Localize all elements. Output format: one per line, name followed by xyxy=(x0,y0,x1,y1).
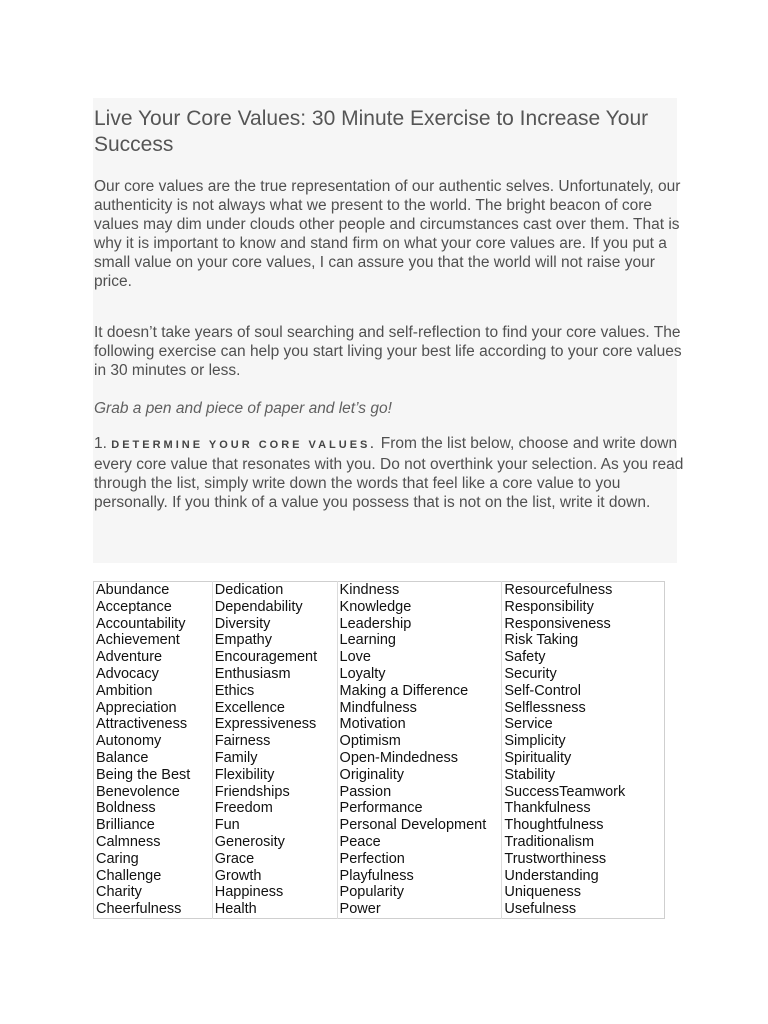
value-cell: Boldness xyxy=(94,800,213,817)
value-cell: Empathy xyxy=(212,632,337,649)
value-cell: Performance xyxy=(337,800,502,817)
table-row xyxy=(94,784,665,801)
table-row xyxy=(94,700,665,717)
value-cell: Calmness xyxy=(94,834,213,851)
value-cell: Grace xyxy=(212,851,337,868)
value-cell: Dedication xyxy=(212,582,337,599)
value-cell: Responsibility xyxy=(504,598,594,615)
value-cell: Challenge xyxy=(94,868,213,885)
value-cell: Risk Taking xyxy=(504,632,579,649)
table-row xyxy=(94,582,665,599)
value-cell: Resourcefulness xyxy=(504,582,613,598)
table-row xyxy=(94,750,665,767)
value-cell: Understanding xyxy=(504,867,599,884)
value-cell: Optimism xyxy=(337,733,502,750)
value-cell: Encouragement xyxy=(212,649,337,666)
value-cell: Brilliance xyxy=(94,817,213,834)
table-row xyxy=(94,666,665,683)
value-cell: Autonomy xyxy=(94,733,213,750)
value-cell: Appreciation xyxy=(94,700,213,717)
value-cell: Love xyxy=(337,649,502,666)
value-cell: Enthusiasm xyxy=(212,666,337,683)
value-cell: SuccessTeamwork xyxy=(504,783,626,800)
table-row xyxy=(94,733,665,750)
value-cell: Trustworthiness xyxy=(504,850,607,867)
value-cell: Adventure xyxy=(94,649,213,666)
value-cell: Knowledge xyxy=(337,599,502,616)
value-cell: Ambition xyxy=(94,683,213,700)
page-title: Live Your Core Values: 30 Minute Exercise to Increase Your Success xyxy=(94,107,649,156)
value-cell: Growth xyxy=(212,868,337,885)
value-cell: Playfulness xyxy=(337,868,502,885)
value-cell: Health xyxy=(212,901,337,918)
table-row xyxy=(94,800,665,817)
step-one-paragraph xyxy=(94,434,684,512)
value-cell: Power xyxy=(337,901,502,918)
value-cell: Kindness xyxy=(337,582,502,599)
value-cell: Personal Development xyxy=(337,817,502,834)
value-cell: Perfection xyxy=(337,851,502,868)
value-cell: Benevolence xyxy=(94,784,213,801)
value-cell: Abundance xyxy=(94,582,213,599)
value-cell: Attractiveness xyxy=(94,716,213,733)
value-cell: Popularity xyxy=(337,884,502,901)
value-cell: Expressiveness xyxy=(212,716,337,733)
value-cell: Peace xyxy=(337,834,502,851)
value-cell: Security xyxy=(504,665,557,682)
value-cell: Cheerfulness xyxy=(94,901,213,918)
step-text: From the list below, choose and write down every core value that resonates with you. Do not overthink your selection. As you read through the list, simply write down the words that feel like a core value to you personally. If you think of a value you possess that is not on the list, write it down. xyxy=(94,435,684,511)
table-row xyxy=(94,817,665,834)
table-row xyxy=(94,632,665,649)
value-cell: Uniqueness xyxy=(504,884,581,901)
value-cell: Motivation xyxy=(337,716,502,733)
value-cell: Freedom xyxy=(212,800,337,817)
table-row xyxy=(94,599,665,616)
value-cell: Making a Difference xyxy=(337,683,502,700)
value-cell: Friendships xyxy=(212,784,337,801)
value-cell: Self-Control xyxy=(504,682,581,699)
value-cell: Achievement xyxy=(94,632,213,649)
value-cell: Accountability xyxy=(94,616,213,633)
value-cell: Thoughtfulness xyxy=(504,817,604,834)
value-cell: Balance xyxy=(94,750,213,767)
value-cell: Passion xyxy=(337,784,502,801)
core-values-table xyxy=(93,581,665,919)
value-cell: Ethics xyxy=(212,683,337,700)
value-cell: Flexibility xyxy=(212,767,337,784)
value-cell: Service xyxy=(504,716,553,733)
value-cell: Generosity xyxy=(212,834,337,851)
value-cell: Being the Best xyxy=(94,767,213,784)
table-row xyxy=(94,767,665,784)
value-cell: Diversity xyxy=(212,616,337,633)
value-cell: Responsiveness xyxy=(504,615,611,632)
value-cell: Spirituality xyxy=(504,749,572,766)
table-row xyxy=(94,716,665,733)
value-cell: Simplicity xyxy=(504,733,566,750)
value-cell: Dependability xyxy=(212,599,337,616)
value-cell: Fun xyxy=(212,817,337,834)
value-cell: Acceptance xyxy=(94,599,213,616)
value-cell: Charity xyxy=(94,884,213,901)
value-cell: Selflessness xyxy=(504,699,586,716)
table-row xyxy=(94,616,665,633)
value-cell: Usefulness xyxy=(504,901,577,918)
table-row xyxy=(94,868,665,885)
value-cell: Loyalty xyxy=(337,666,502,683)
value-cell: Safety xyxy=(504,649,546,666)
value-cell: Traditionalism xyxy=(504,833,595,850)
intro-paragraph: Our core values are the true representation of our authentic selves. Unfortunately, our authenticity is not always what we present to the world. The bright beacon of core values may dim under clouds other people and circumstances cast over them. That is why it is important to know and stand firm on what your core values are. If you put a small value on your core values, I can assure you that the world will not raise your price. xyxy=(94,178,681,290)
value-cell: Advocacy xyxy=(94,666,213,683)
value-cell: Mindfulness xyxy=(337,700,502,717)
table-row xyxy=(94,834,665,851)
value-cell: Originality xyxy=(337,767,502,784)
table-row xyxy=(94,649,665,666)
table-row xyxy=(94,901,665,918)
table-row xyxy=(94,884,665,901)
step-number: 1. xyxy=(94,435,107,452)
value-cell: Family xyxy=(212,750,337,767)
value-cell: Caring xyxy=(94,851,213,868)
value-cell: Learning xyxy=(337,632,502,649)
value-cell: Fairness xyxy=(212,733,337,750)
value-cell: Stability xyxy=(504,766,556,783)
value-cell: Happiness xyxy=(212,884,337,901)
value-cell: Leadership xyxy=(337,616,502,633)
call-to-action: Grab a pen and piece of paper and let’s go! xyxy=(94,400,392,417)
step-heading: DETERMINE YOUR CORE VALUES. xyxy=(111,439,377,451)
value-cell: Excellence xyxy=(212,700,337,717)
table-row xyxy=(94,851,665,868)
table-row xyxy=(94,683,665,700)
exercise-paragraph: It doesn’t take years of soul searching and self-reflection to find your core values. The following exercise can help you start living your best life according to your core values in 30 minutes or less. xyxy=(94,324,682,379)
value-cell: Thankfulness xyxy=(504,800,591,817)
value-cell: Open-Mindedness xyxy=(337,750,502,767)
